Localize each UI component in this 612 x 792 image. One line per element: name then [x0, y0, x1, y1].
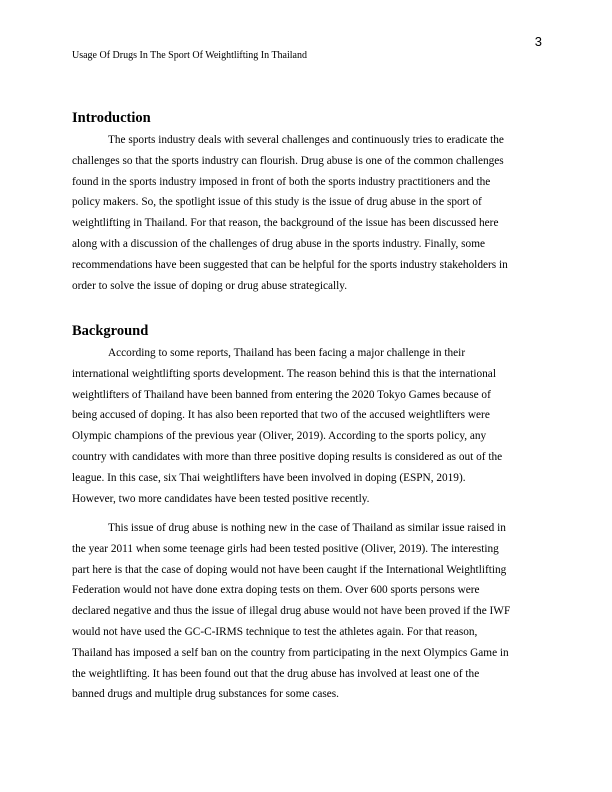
- page-number: 3: [534, 34, 542, 49]
- text-line: country with candidates with more than three positive doping results is considered as out of the: [72, 450, 503, 463]
- text-line: recommendations have been suggested that can be helpful for the sports industry stakeholders in: [72, 258, 508, 271]
- text-line: According to some reports, Thailand has been facing a major challenge in their: [108, 347, 466, 359]
- text-line: weightlifting in Thailand. For that reason, the background of the issue has been discussed here: [72, 217, 499, 230]
- text-line: league. In this case, six Thai weightlifters have been involved in doping (ESPN, 2019).: [72, 471, 466, 484]
- background-paragraph-1: [72, 343, 538, 509]
- text-line: order to solve the issue of doping or drug abuse strategically.: [72, 279, 348, 292]
- introduction-heading: Introduction: [72, 110, 151, 126]
- text-line: Federation would not have done extra doping tests on them. Over 600 sports persons were: [72, 584, 480, 597]
- text-line: policy makers. So, the spotlight issue of this study is the issue of drug abuse in the sport of: [72, 196, 482, 209]
- introduction-paragraph: [72, 130, 538, 296]
- background-paragraph-2: [72, 518, 538, 705]
- text-line: challenges so that the sports industry can flourish. Drug abuse is one of the common challenges: [72, 154, 504, 167]
- text-line: Olympic champions of the previous year (Oliver, 2019). According to the sports policy, any: [72, 430, 487, 443]
- text-line: along with a discussion of the challenges of drug abuse in the sports industry. Finally, some: [72, 237, 486, 250]
- text-line: weightlifters of Thailand have been banned from entering the 2020 Tokyo Games because of: [72, 388, 491, 401]
- text-line: the year 2011 when some teenage girls had been tested positive (Oliver, 2019). The interesting: [72, 542, 499, 555]
- text-line: the weightlifting. It has been found out that the drug abuse has involved at least one of the: [72, 667, 480, 680]
- text-line: being accused of doping. It has also been reported that two of the accused weightlifters were: [72, 409, 490, 422]
- text-line: This issue of drug abuse is nothing new in the case of Thailand as similar issue raised in: [108, 522, 506, 534]
- text-line: declared negative and thus the issue of illegal drug abuse would not have been proved if the IWF: [72, 605, 511, 618]
- running-head: Usage Of Drugs In The Sport Of Weightlifting In Thailand: [72, 50, 307, 61]
- text-line: However, two more candidates have been tested positive recently.: [72, 492, 370, 505]
- text-line: Thailand has imposed a self ban on the country from participating in the next Olympics Game in: [72, 646, 509, 659]
- text-line: would not have used the GC-C-IRMS technique to test the athletes again. For that reason,: [72, 625, 478, 638]
- text-line: banned drugs and multiple drug substances for some cases.: [72, 688, 339, 701]
- text-line: international weightlifting sports development. The reason behind this is that the international: [72, 367, 496, 380]
- text-line: The sports industry deals with several challenges and continuously tries to eradicate the: [108, 134, 504, 146]
- background-heading: Background: [72, 323, 149, 339]
- text-line: found in the sports industry imposed in front of both the sports industry practitioners and the: [72, 175, 491, 188]
- text-line: part here is that the case of doping would not have been caught if the International Weightlifting: [72, 563, 507, 576]
